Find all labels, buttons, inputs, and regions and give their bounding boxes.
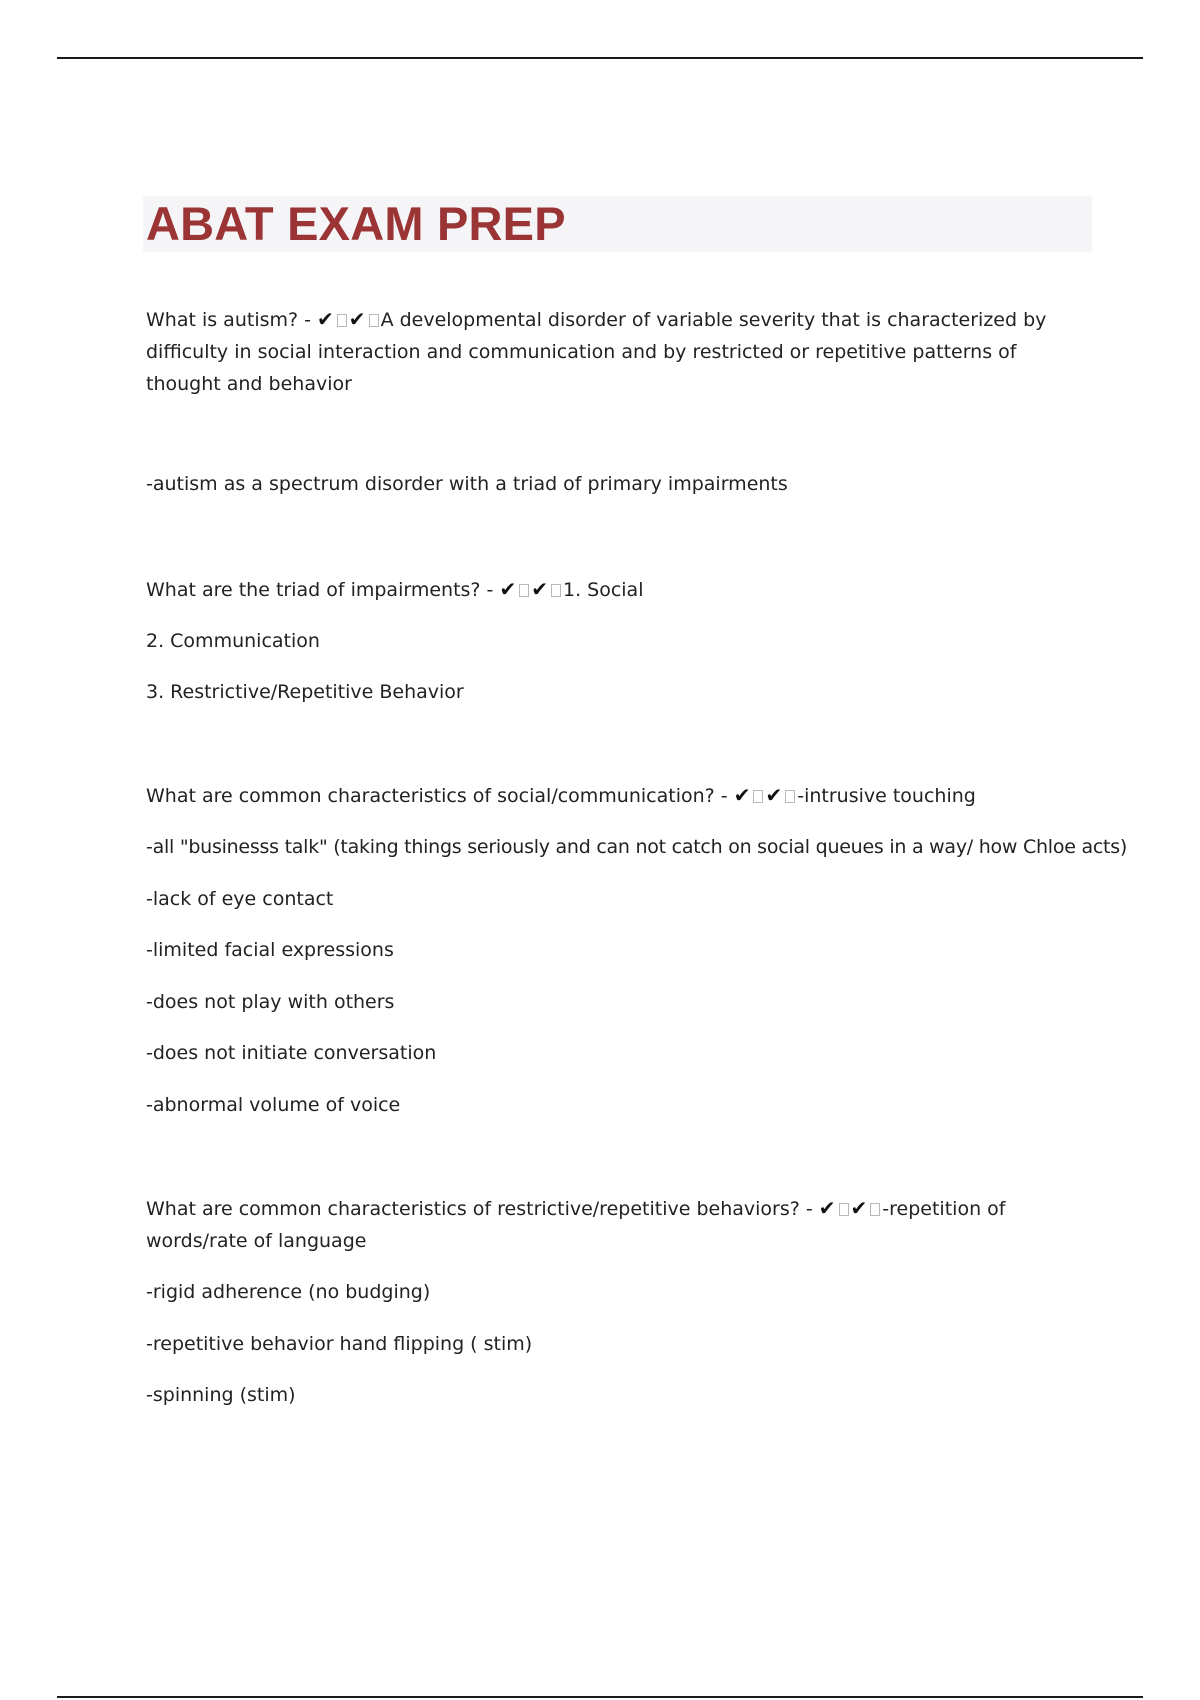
top-rule	[57, 57, 1143, 59]
check-icon: ✔	[765, 783, 783, 807]
qa-card-triad	[146, 573, 1096, 606]
answer-text: -repetition of words/rate of language	[146, 1198, 1006, 1252]
checkbox-icon	[337, 314, 347, 327]
answer-text: 1. Social	[562, 579, 644, 601]
answer-separator: -	[714, 785, 734, 807]
question-text: What are common characteristics of social/communication?	[146, 785, 715, 807]
answer-line: -limited facial expressions	[146, 939, 394, 961]
answer-line: -does not initiate conversation	[146, 1042, 437, 1064]
checkbox-icon	[839, 1203, 849, 1216]
check-icon: ✔	[499, 577, 517, 601]
check-icon: ✔	[531, 577, 548, 601]
checkbox-icon	[551, 584, 561, 597]
check-icon: ✔	[317, 307, 334, 331]
note-line: -autism as a spectrum disorder with a triad of primary impairments	[146, 473, 788, 495]
question-text: What are the triad of impairments?	[146, 579, 481, 601]
qa-card-social-communication	[146, 779, 1096, 812]
answer-line: -all "businesss talk" (taking things seriously and can not catch on social queues in a way/ how Chloe acts)	[146, 836, 1128, 858]
check-icon: ✔	[818, 1196, 836, 1220]
answer-separator: -	[298, 309, 318, 331]
answer-line: -spinning (stim)	[146, 1384, 296, 1406]
answer-separator: -	[480, 579, 500, 601]
qa-card-autism	[146, 303, 1096, 400]
check-icon: ✔	[733, 783, 751, 807]
answer-line: 2. Communication	[146, 630, 320, 652]
answer-line: -does not play with others	[146, 991, 395, 1013]
qa-card-restrictive-repetitive	[146, 1192, 1006, 1257]
answer-line: -lack of eye contact	[146, 888, 334, 910]
question-text: What are common characteristics of restrictive/repetitive behaviors?	[146, 1198, 800, 1220]
checkbox-icon	[870, 1203, 880, 1216]
answer-line: -repetitive behavior hand flipping ( stim)	[146, 1333, 533, 1355]
checkbox-icon	[753, 790, 763, 803]
checkbox-icon	[785, 790, 795, 803]
answer-line: -abnormal volume of voice	[146, 1094, 401, 1116]
page-title: ABAT EXAM PREP	[146, 197, 566, 250]
answer-line: -rigid adherence (no budging)	[146, 1281, 431, 1303]
answer-separator: -	[799, 1198, 819, 1220]
answer-line: 3. Restrictive/Repetitive Behavior	[146, 681, 464, 703]
check-icon: ✔	[850, 1196, 868, 1220]
checkbox-icon	[519, 584, 529, 597]
checkbox-icon	[369, 314, 379, 327]
bottom-rule	[57, 1696, 1143, 1698]
answer-text: A developmental disorder of variable severity that is characterized by difficulty in social interaction and communication and by restricted or repetitive patterns of thought and behavior	[146, 309, 1047, 395]
question-text: What is autism?	[146, 309, 299, 331]
answer-text: -intrusive touching	[797, 785, 976, 807]
check-icon: ✔	[348, 307, 366, 331]
